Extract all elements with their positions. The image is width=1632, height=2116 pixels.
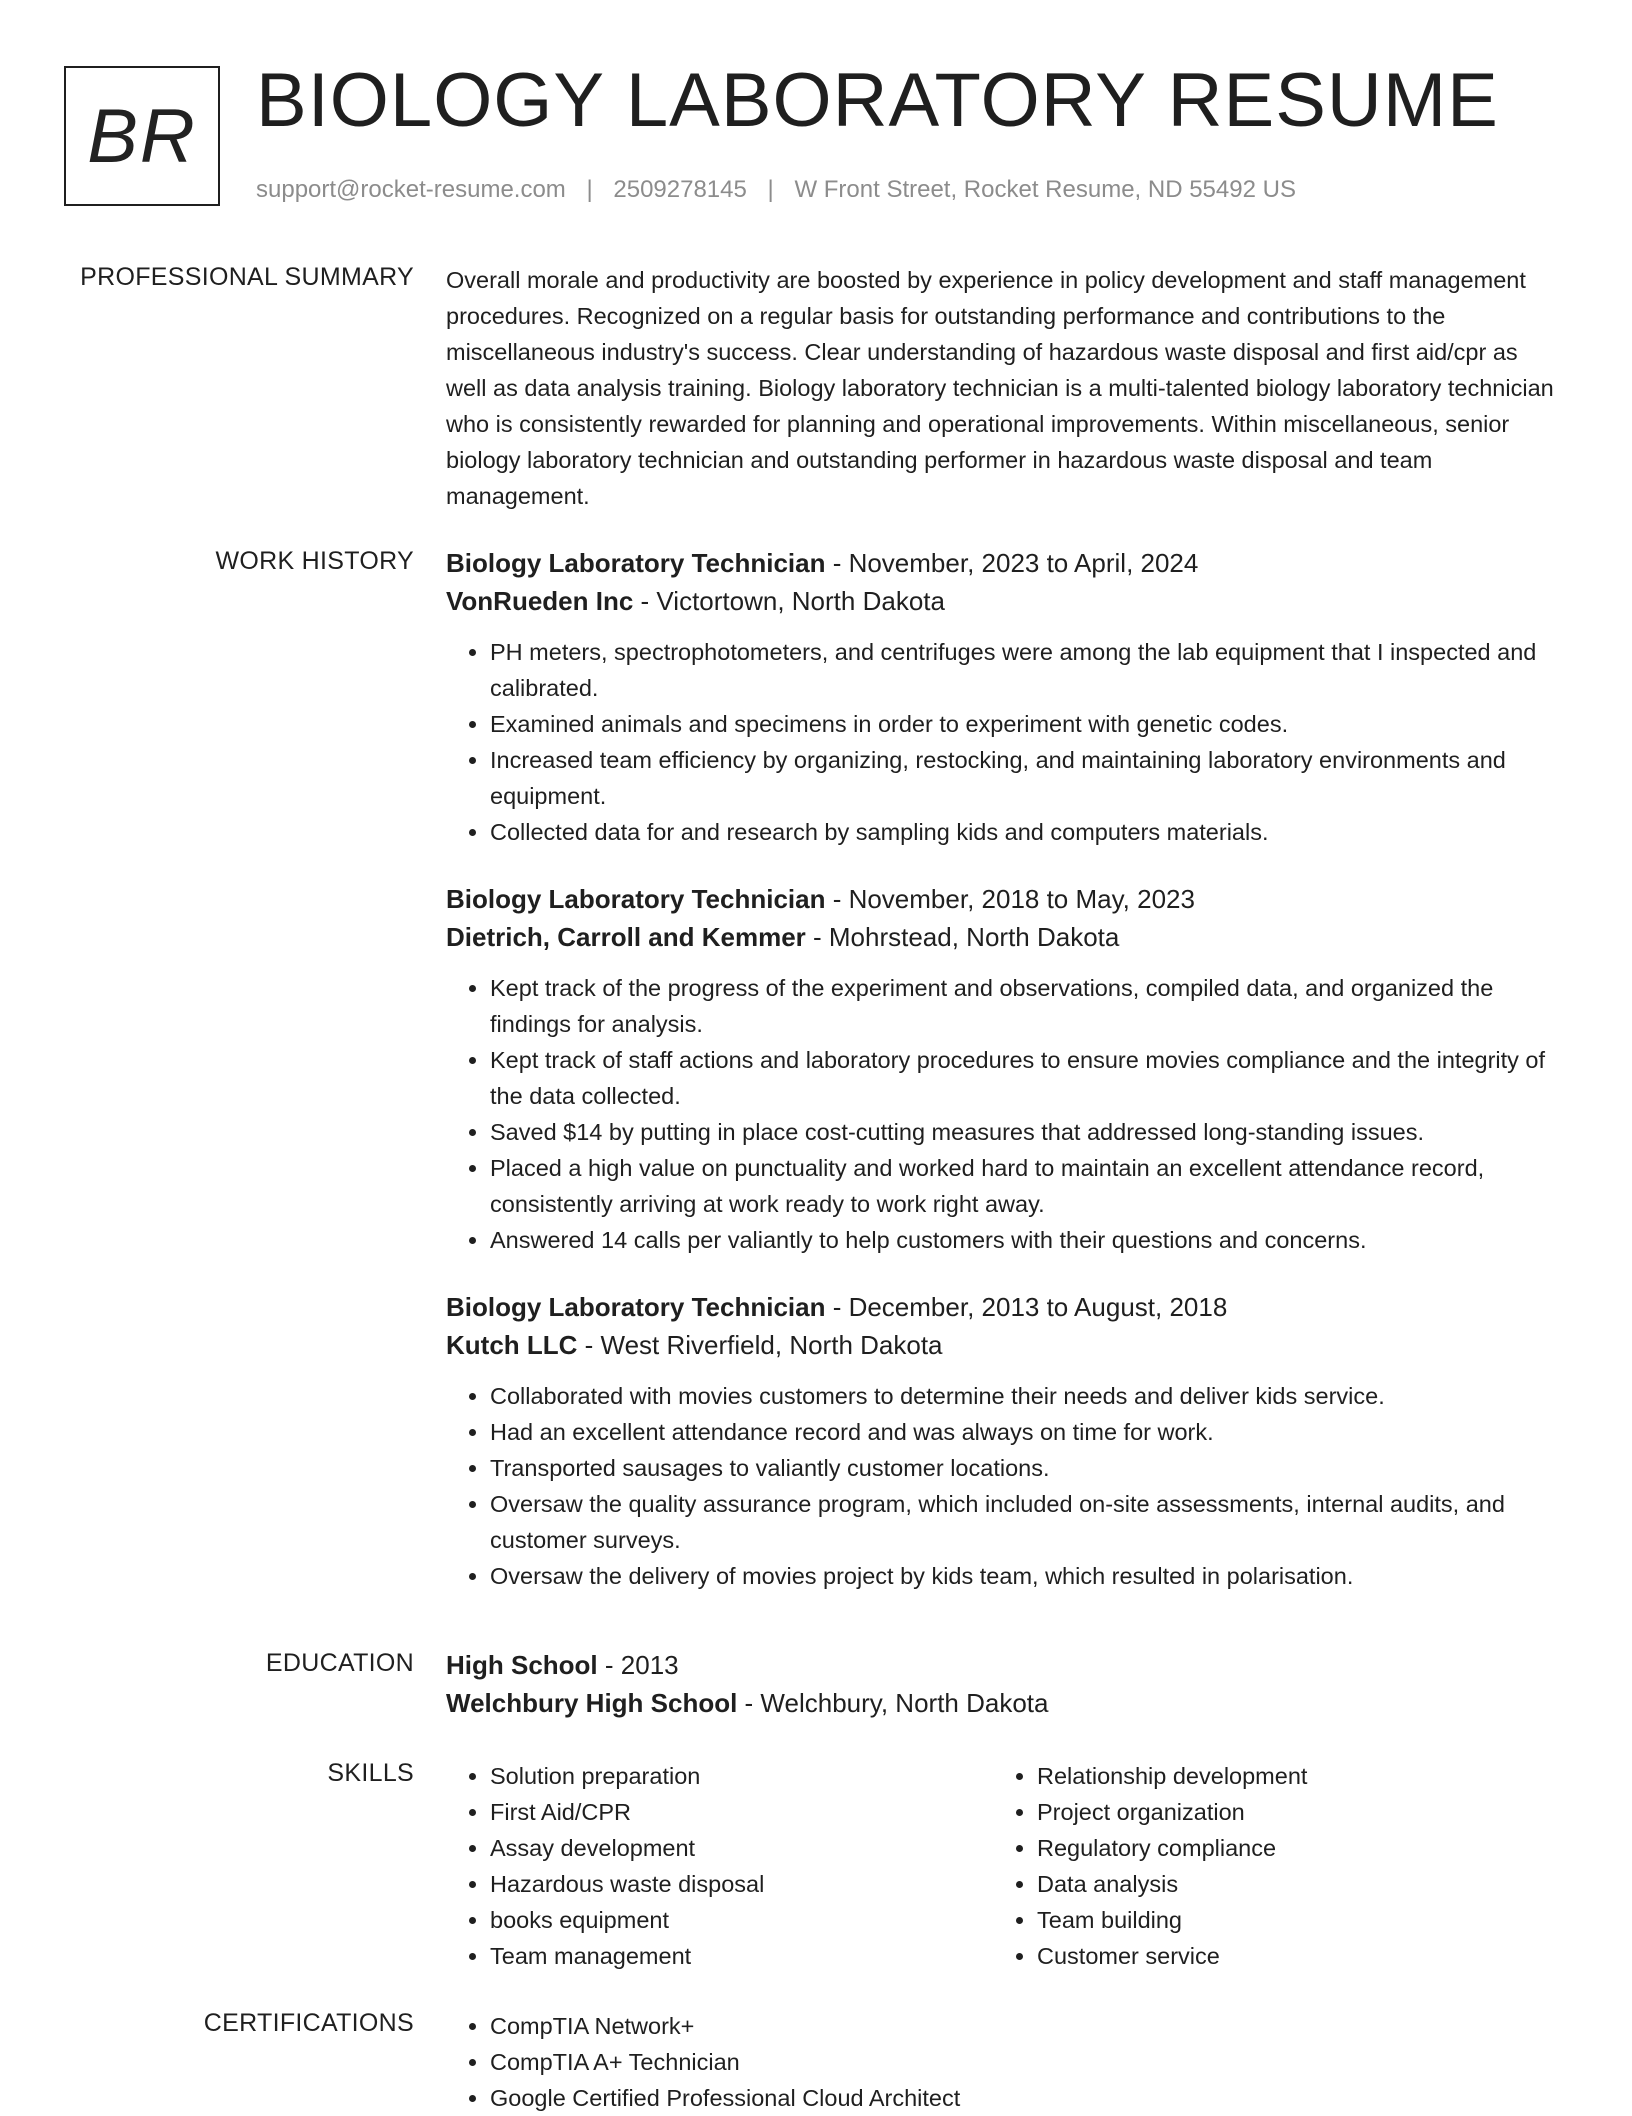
resume-title: BIOLOGY LABORATORY RESUME bbox=[256, 58, 1499, 143]
job-bullets bbox=[446, 634, 1564, 850]
skill-item: • Data analysis bbox=[1037, 1866, 1540, 1902]
skill-item: • Hazardous waste disposal bbox=[490, 1866, 993, 1902]
job-location: - Mohrstead, North Dakota bbox=[805, 922, 1120, 952]
section-label-education: EDUCATION bbox=[265, 1649, 414, 1677]
skill-item: • First Aid/CPR bbox=[490, 1794, 993, 1830]
job-title-line bbox=[446, 880, 1564, 918]
skill-item: • Solution preparation bbox=[490, 1758, 993, 1794]
contact-email: support@rocket-resume.com bbox=[256, 176, 566, 203]
summary-text: Overall morale and productivity are boosted by experience in policy development and staff management procedures. Recognized on a regular basis for outstanding performance and contributions to the miscellaneous industry's success. Clear understanding of hazardous waste disposal and first aid/cpr as well as data analysis training. Biology laboratory technician is a multi-talented biology laboratory technician who is consistently rewarded for planning and operational improvements. Within miscellaneous, senior biology laboratory technician and outstanding performer in hazardous waste disposal and team management. bbox=[446, 267, 1554, 509]
job-bullet: • Placed a high value on punctuality and worked hard to maintain an excellent attendance record, consistently arriving at work ready to work right away. bbox=[490, 1150, 1564, 1222]
skill-item: • Team management bbox=[490, 1938, 993, 1974]
education-school-line bbox=[446, 1684, 1564, 1722]
skill-item: • Relationship development bbox=[1037, 1758, 1540, 1794]
job-bullet: • Increased team efficiency by organizing, restocking, and maintaining laboratory environments and equipment. bbox=[490, 742, 1564, 814]
job-entry bbox=[446, 1288, 1564, 1594]
job-title: Biology Laboratory Technician bbox=[446, 548, 826, 578]
education-school: Welchbury High School bbox=[446, 1688, 738, 1718]
work-history-body bbox=[446, 544, 1564, 1624]
contact-separator: | bbox=[586, 176, 593, 203]
job-company: Kutch LLC bbox=[446, 1330, 578, 1360]
certification-item: • Google Certified Professional Cloud Architect bbox=[490, 2080, 1564, 2116]
skill-item: • Regulatory compliance bbox=[1037, 1830, 1540, 1866]
job-bullet: • Saved $14 by putting in place cost-cutting measures that addressed long-standing issues. bbox=[490, 1114, 1564, 1150]
job-bullet: • Answered 14 calls per valiantly to help customers with their questions and concerns. bbox=[490, 1222, 1564, 1258]
certification-item: • CompTIA Network+ bbox=[490, 2008, 1564, 2044]
job-title-line bbox=[446, 544, 1564, 582]
education-location: - Welchbury, North Dakota bbox=[737, 1688, 1049, 1718]
job-bullet: • Transported sausages to valiantly customer locations. bbox=[490, 1450, 1564, 1486]
skill-item: • Customer service bbox=[1037, 1938, 1540, 1974]
job-bullet: • Oversaw the delivery of movies project by kids team, which resulted in polarisation. bbox=[490, 1558, 1564, 1594]
job-title: Biology Laboratory Technician bbox=[446, 1292, 826, 1322]
job-company: Dietrich, Carroll and Kemmer bbox=[446, 922, 806, 952]
job-bullet: • Examined animals and specimens in order to experiment with genetic codes. bbox=[490, 706, 1564, 742]
skills-list-right bbox=[993, 1758, 1540, 1974]
job-location: - Victortown, North Dakota bbox=[633, 586, 945, 616]
job-bullet: • Collected data for and research by sampling kids and computers materials. bbox=[490, 814, 1564, 850]
certifications-body bbox=[446, 2006, 1564, 2116]
skill-item: • Project organization bbox=[1037, 1794, 1540, 1830]
job-entry bbox=[446, 544, 1564, 850]
job-dates: - November, 2018 to May, 2023 bbox=[825, 884, 1195, 914]
contact-separator: | bbox=[767, 176, 774, 203]
job-company-line bbox=[446, 918, 1564, 956]
section-label-summary: PROFESSIONAL SUMMARY bbox=[80, 263, 414, 291]
job-bullet: • Kept track of staff actions and laboratory procedures to ensure movies compliance and the integrity of the data collected. bbox=[490, 1042, 1564, 1114]
section-label-certifications: CERTIFICATIONS bbox=[203, 2009, 414, 2037]
job-bullets bbox=[446, 1378, 1564, 1594]
education-degree-line bbox=[446, 1646, 1564, 1684]
contact-line bbox=[256, 174, 1296, 206]
job-entry bbox=[446, 880, 1564, 1258]
job-company: VonRueden Inc bbox=[446, 586, 634, 616]
skills-list-left bbox=[446, 1758, 993, 1974]
contact-phone: 2509278145 bbox=[613, 176, 747, 203]
job-company-line bbox=[446, 582, 1564, 620]
certification-item: • CompTIA A+ Technician bbox=[490, 2044, 1564, 2080]
contact-address: W Front Street, Rocket Resume, ND 55492 US bbox=[794, 176, 1296, 203]
skill-item: • Assay development bbox=[490, 1830, 993, 1866]
job-title: Biology Laboratory Technician bbox=[446, 884, 826, 914]
education-body bbox=[446, 1646, 1564, 1722]
job-location: - West Riverfield, North Dakota bbox=[577, 1330, 943, 1360]
summary-body bbox=[446, 260, 1564, 514]
section-label-skills: SKILLS bbox=[327, 1759, 414, 1787]
job-company-line bbox=[446, 1326, 1564, 1364]
education-year: - 2013 bbox=[597, 1650, 679, 1680]
job-bullet: • Kept track of the progress of the experiment and observations, compiled data, and organized the findings for analysis. bbox=[490, 970, 1564, 1042]
job-dates: - December, 2013 to August, 2018 bbox=[825, 1292, 1228, 1322]
job-bullet: • PH meters, spectrophotometers, and centrifuges were among the lab equipment that I inspected and calibrated. bbox=[490, 634, 1564, 706]
job-dates: - November, 2023 to April, 2024 bbox=[825, 548, 1199, 578]
skill-item: • books equipment bbox=[490, 1902, 993, 1938]
job-bullet: • Collaborated with movies customers to determine their needs and deliver kids service. bbox=[490, 1378, 1564, 1414]
certifications-list bbox=[446, 2008, 1564, 2116]
monogram-logo: BR bbox=[64, 66, 220, 206]
skill-item: • Team building bbox=[1037, 1902, 1540, 1938]
section-label-work: WORK HISTORY bbox=[215, 547, 414, 575]
skills-body bbox=[446, 1756, 1564, 1974]
education-degree: High School bbox=[446, 1650, 598, 1680]
job-bullet: • Had an excellent attendance record and was always on time for work. bbox=[490, 1414, 1564, 1450]
job-bullets bbox=[446, 970, 1564, 1258]
job-title-line bbox=[446, 1288, 1564, 1326]
job-bullet: • Oversaw the quality assurance program, which included on-site assessments, internal audits, and customer surveys. bbox=[490, 1486, 1564, 1558]
